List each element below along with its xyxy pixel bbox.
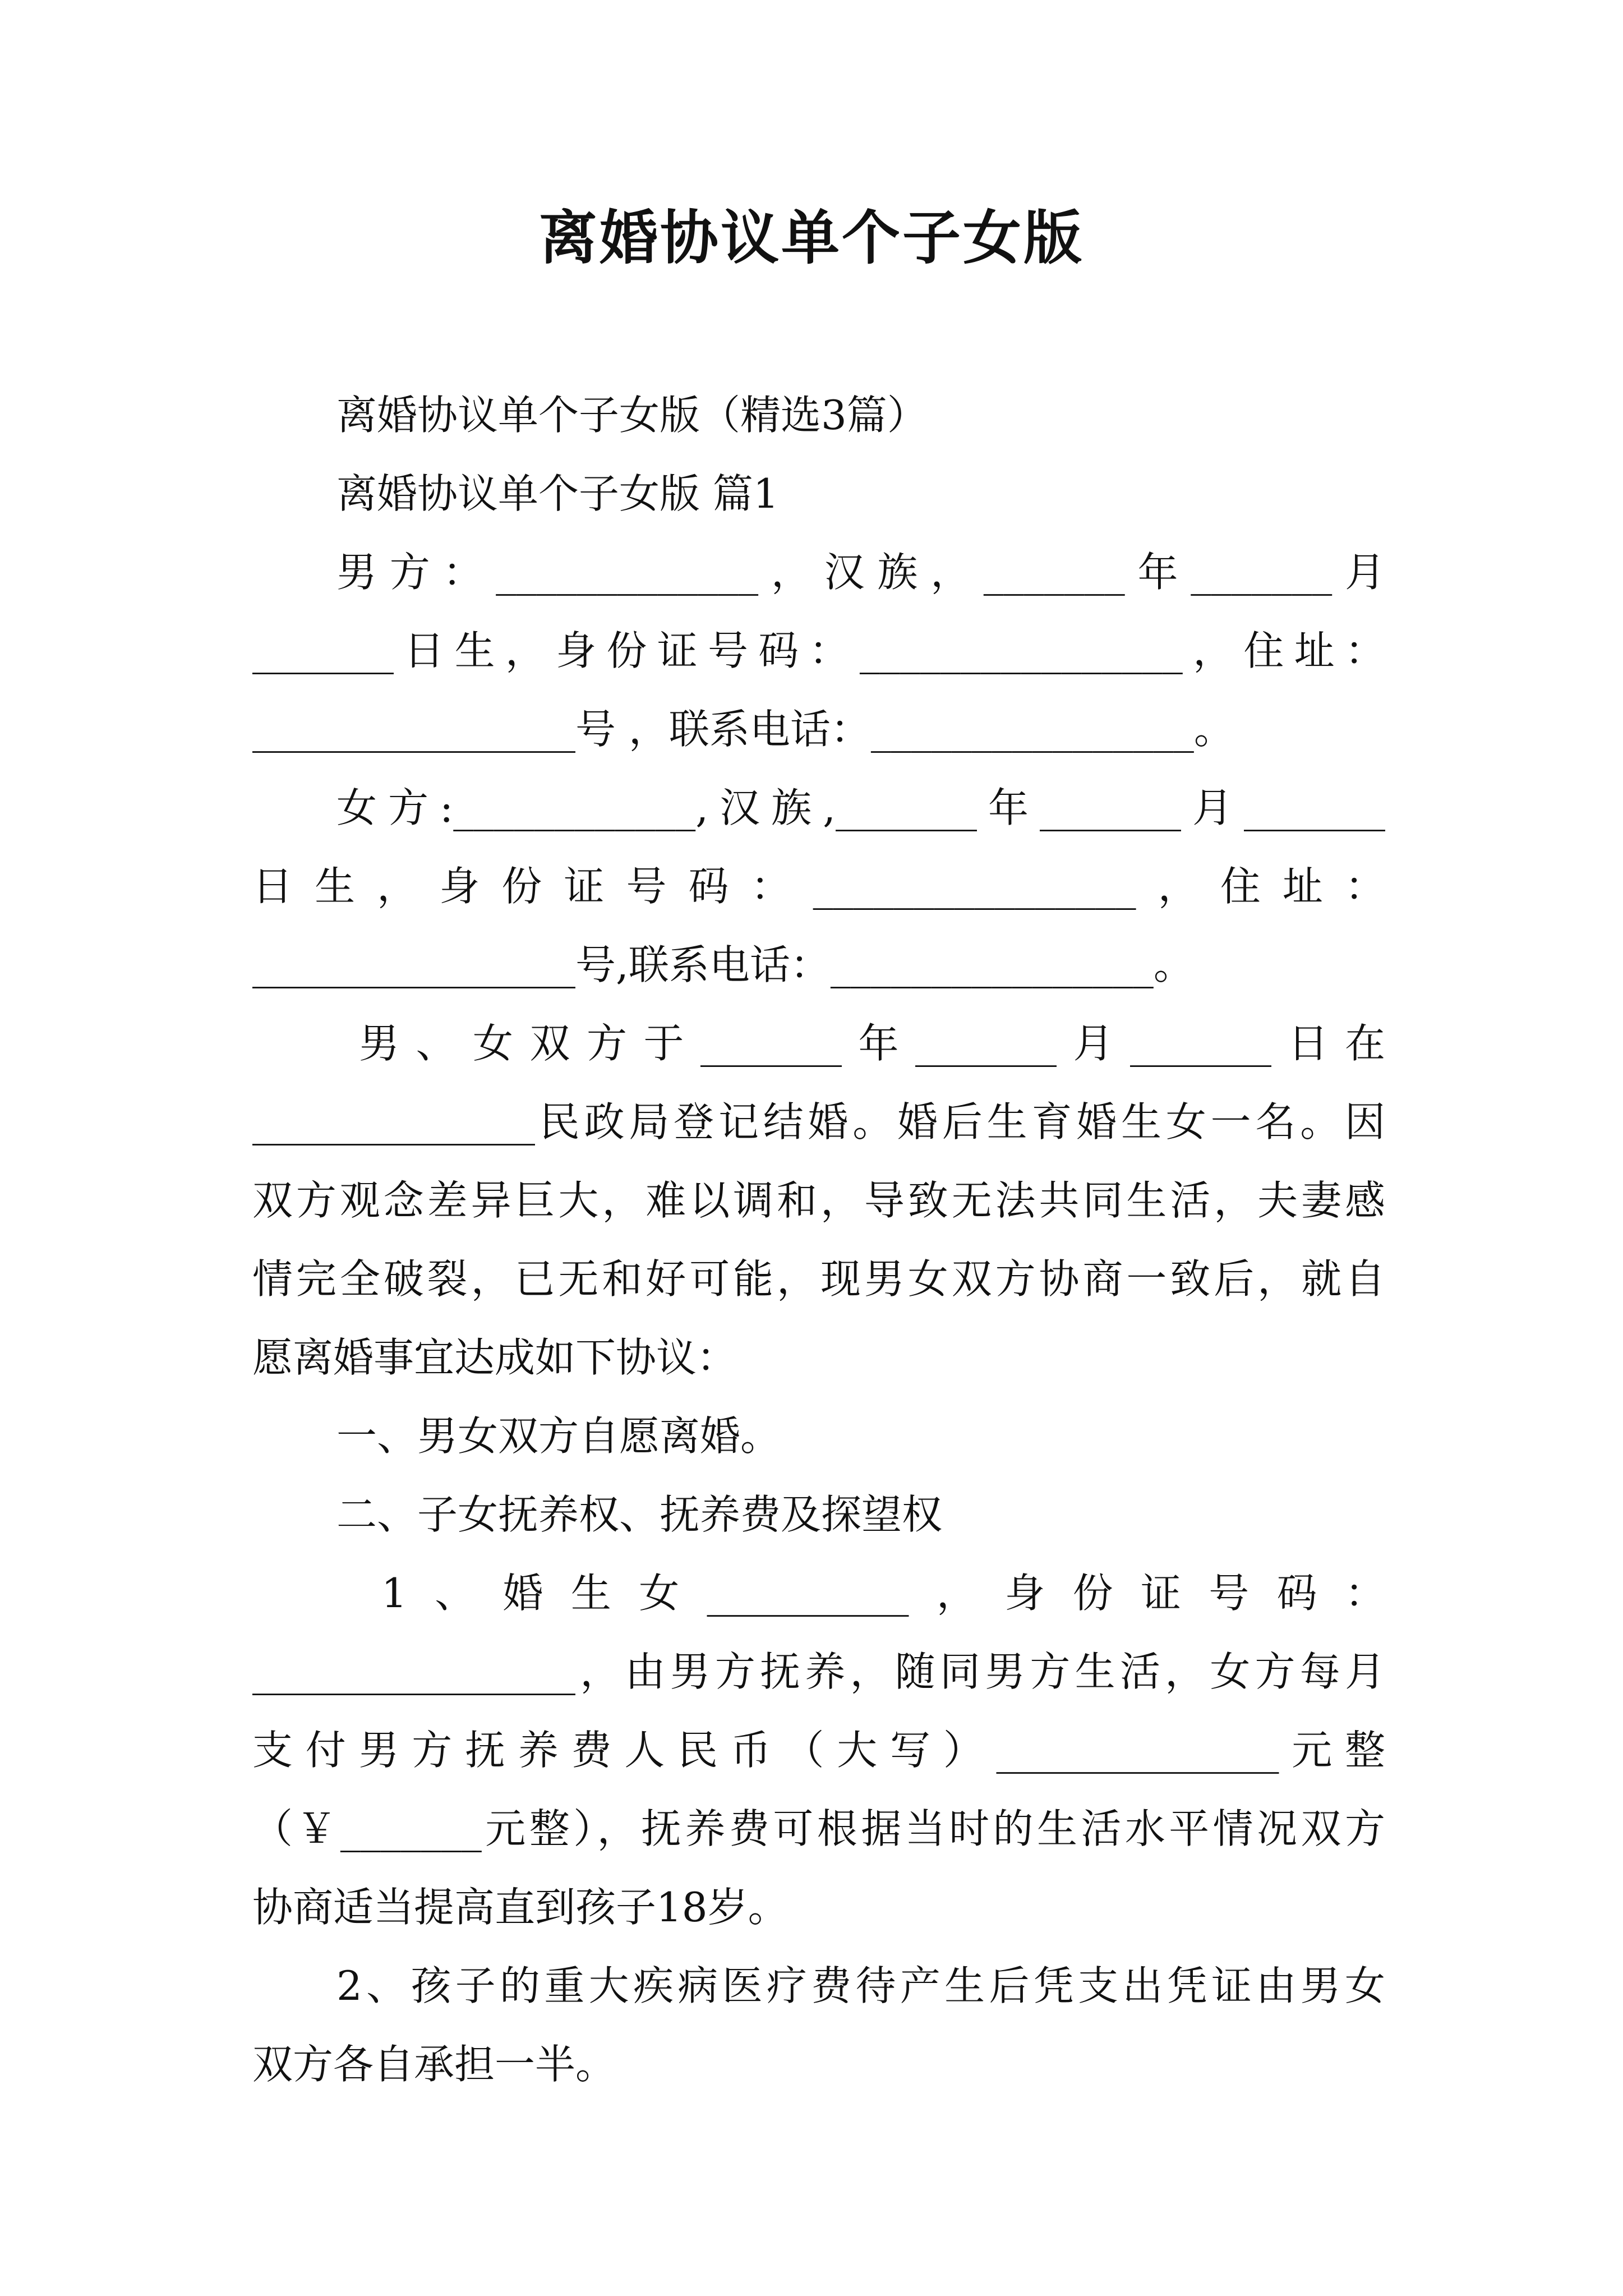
doc-line: 日生，身份证号码：________________，住址： [252,863,1385,910]
doc-line: 情完全破裂，已无和好可能，现男女双方协商一致后，就自 [252,1255,1385,1303]
doc-line: ______________民政局登记结婚。婚后生育婚生女一名。因 [252,1098,1385,1145]
doc-line-item-2: 2、孩子的重大疾病医疗费待产生后凭支出凭证由男女 [336,1962,1385,2009]
doc-line-clause-1: 一、男女双方自愿离婚。 [336,1412,781,1460]
doc-line: 双方观念差异巨大，难以调和，导致无法共同生活，夫妻感 [252,1177,1385,1224]
doc-line-subtitle: 离婚协议单个子女版（精选3篇） [336,392,928,439]
doc-line: ________________号,联系电话：________________。 [252,941,1194,988]
doc-line-male-party: 男方：_____________，汉族，_______年_______月 [336,549,1385,596]
doc-line: _______日生，身份证号码：________________，住址： [252,627,1385,674]
doc-line-section-heading: 离婚协议单个子女版 篇1 [336,470,779,517]
doc-line-clause-2: 二、子女抚养权、抚养费及探望权 [336,1491,943,1538]
doc-line: ________________，由男方抚养，随同男方生活，女方每月 [252,1648,1385,1695]
doc-line: ________________号 ，联系电话：________________。 [252,706,1234,753]
doc-line: 双方各自承担一半。 [252,2041,616,2088]
doc-line: 愿离婚事宜达成如下协议： [252,1334,737,1381]
doc-line: 支付男方抚养费人民币（大写）______________元整 [252,1727,1385,1774]
doc-line: 协商适当提高直到孩子18岁。 [252,1884,789,1931]
document-title: 离婚协议单个子女版 [538,204,1084,272]
doc-line-female-party: 女方:____________,汉族,_______年_______月_______ [336,784,1385,831]
doc-line-marriage: 男、女双方于_______年_______月_______日在 [359,1020,1385,1067]
doc-line: （￥_______元整），抚养费可根据当时的生活水平情况双方 [252,1805,1385,1852]
doc-line-item-1: 1、婚生女__________，身份证号码： [381,1570,1385,1617]
